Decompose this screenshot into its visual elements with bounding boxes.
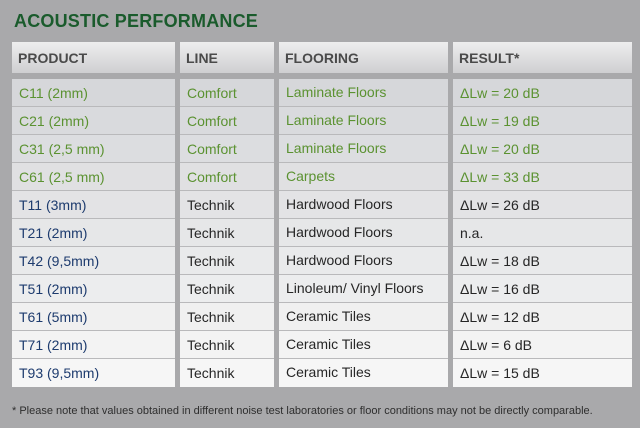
table-row <box>12 163 632 191</box>
table-body <box>12 79 632 387</box>
cell-result: ΔLw = 15 dB <box>453 359 632 387</box>
cell-flooring: Laminate Floors <box>279 107 448 135</box>
table-row <box>12 275 632 303</box>
cell-product: T71 (2mm) <box>12 331 175 359</box>
cell-product: C11 (2mm) <box>12 79 175 107</box>
page-title: ACOUSTIC PERFORMANCE <box>14 11 259 31</box>
table-row <box>12 135 632 163</box>
table-row <box>12 359 632 387</box>
header-flooring: FLOORING <box>279 42 448 73</box>
table-row <box>12 331 632 359</box>
cell-line: Technik <box>180 359 274 387</box>
table-row <box>12 303 632 331</box>
cell-product: C21 (2mm) <box>12 107 175 135</box>
cell-line: Technik <box>180 219 274 247</box>
header-line: LINE <box>180 42 274 73</box>
cell-line: Comfort <box>180 135 274 163</box>
cell-result: ΔLw = 20 dB <box>453 79 632 107</box>
table-row <box>12 191 632 219</box>
cell-result: ΔLw = 33 dB <box>453 163 632 191</box>
cell-flooring: Ceramic Tiles <box>279 331 448 359</box>
cell-result: ΔLw = 18 dB <box>453 247 632 275</box>
cell-flooring: Hardwood Floors <box>279 191 448 219</box>
cell-line: Technik <box>180 191 274 219</box>
acoustic-performance-table <box>12 42 632 387</box>
cell-flooring: Linoleum/ Vinyl Floors <box>279 275 448 303</box>
cell-product: T42 (9,5mm) <box>12 247 175 275</box>
table-row <box>12 79 632 107</box>
table-row <box>12 247 632 275</box>
table-row <box>12 107 632 135</box>
cell-result: n.a. <box>453 219 632 247</box>
cell-flooring: Ceramic Tiles <box>279 303 448 331</box>
cell-line: Technik <box>180 247 274 275</box>
cell-result: ΔLw = 20 dB <box>453 135 632 163</box>
cell-product: T51 (2mm) <box>12 275 175 303</box>
cell-flooring: Hardwood Floors <box>279 247 448 275</box>
cell-flooring: Hardwood Floors <box>279 219 448 247</box>
cell-flooring: Ceramic Tiles <box>279 359 448 387</box>
cell-product: T11 (3mm) <box>12 191 175 219</box>
cell-line: Technik <box>180 303 274 331</box>
cell-result: ΔLw = 26 dB <box>453 191 632 219</box>
cell-result: ΔLw = 16 dB <box>453 275 632 303</box>
cell-result: ΔLw = 19 dB <box>453 107 632 135</box>
cell-flooring: Laminate Floors <box>279 79 448 107</box>
cell-product: T21 (2mm) <box>12 219 175 247</box>
cell-line: Technik <box>180 275 274 303</box>
cell-product: C61 (2,5 mm) <box>12 163 175 191</box>
cell-flooring: Laminate Floors <box>279 135 448 163</box>
cell-product: T93 (9,5mm) <box>12 359 175 387</box>
table-header-row <box>12 42 632 73</box>
cell-product: T61 (5mm) <box>12 303 175 331</box>
cell-result: ΔLw = 6 dB <box>453 331 632 359</box>
cell-flooring: Carpets <box>279 163 448 191</box>
header-product: PRODUCT <box>12 42 175 73</box>
footnote: * Please note that values obtained in different noise test laboratories or floor conditions may not be directly comparable. <box>12 405 593 417</box>
cell-result: ΔLw = 12 dB <box>453 303 632 331</box>
table-row <box>12 219 632 247</box>
cell-product: C31 (2,5 mm) <box>12 135 175 163</box>
header-result: RESULT* <box>453 42 632 73</box>
cell-line: Comfort <box>180 79 274 107</box>
cell-line: Technik <box>180 331 274 359</box>
cell-line: Comfort <box>180 107 274 135</box>
cell-line: Comfort <box>180 163 274 191</box>
